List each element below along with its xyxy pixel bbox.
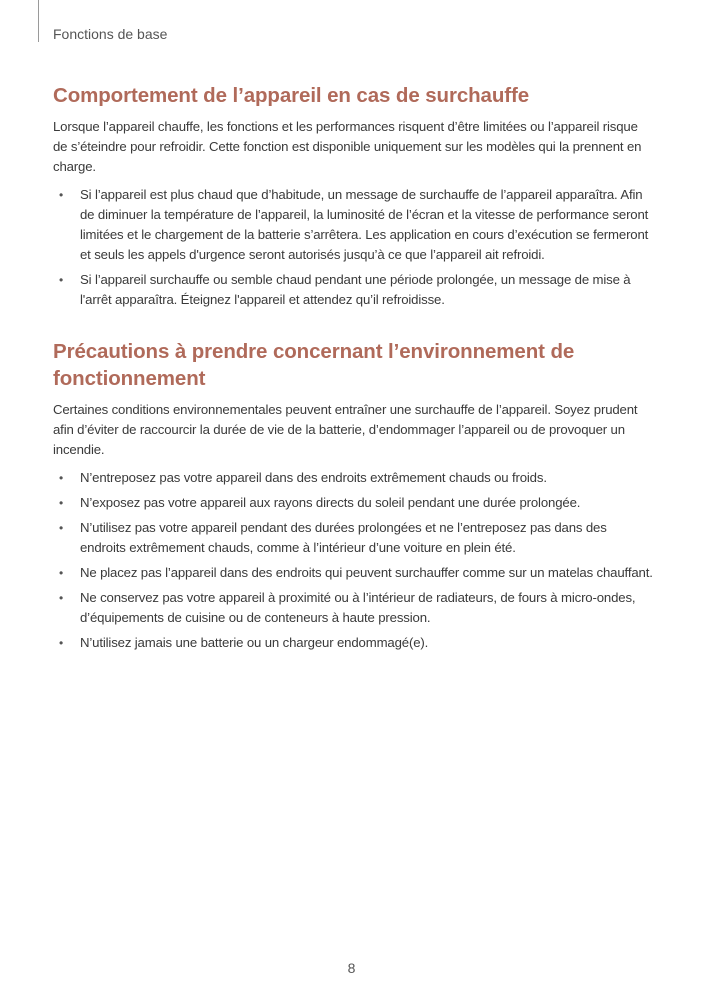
list-item xyxy=(53,270,653,310)
list-item-text: Ne conservez pas votre appareil à proximité ou à l’intérieur de radiateurs, de fours à micro-ondes, d’équipements de cuisine ou de conteneurs à haute pression. xyxy=(80,590,636,625)
bullet-icon: • xyxy=(59,636,64,650)
bullet-icon: • xyxy=(59,188,64,202)
section-overheating-behavior xyxy=(53,82,653,310)
bullet-icon: • xyxy=(59,471,64,485)
running-header: Fonctions de base xyxy=(53,26,168,42)
bullet-icon: • xyxy=(59,566,64,580)
list-item-text: N’exposez pas votre appareil aux rayons directs du soleil pendant une durée prolongée. xyxy=(80,495,581,510)
list-item xyxy=(53,493,653,513)
page-content xyxy=(53,82,653,658)
bullet-list xyxy=(53,468,653,653)
list-item xyxy=(53,185,653,265)
section-title: Précautions à prendre concernant l’environnement de fonctionnement xyxy=(53,340,575,390)
section-environment-precautions xyxy=(53,338,653,653)
bullet-icon: • xyxy=(59,521,64,535)
list-item-text: N’entreposez pas votre appareil dans des endroits extrêmement chauds ou froids. xyxy=(80,470,547,485)
list-item xyxy=(53,518,653,558)
bullet-list xyxy=(53,185,653,310)
section-intro: Certaines conditions environnementales peuvent entraîner une surchauffe de l’appareil. Soyez prudent afin d’éviter de raccourcir la durée de vie de la batterie, d’endommager l’appareil ou de provoquer un incendie. xyxy=(53,402,638,457)
bullet-icon: • xyxy=(59,496,64,510)
list-item xyxy=(53,633,653,653)
section-title: Comportement de l’appareil en cas de surchauffe xyxy=(53,84,530,107)
list-item xyxy=(53,563,653,583)
list-item-text: N’utilisez jamais une batterie ou un chargeur endommagé(e). xyxy=(80,635,429,650)
list-item-text: N’utilisez pas votre appareil pendant des durées prolongées et ne l’entreposez pas dans des endroits extrêmement chauds, comme à l’intérieur d’une voiture en plein été. xyxy=(80,520,607,555)
list-item-text: Si l’appareil surchauffe ou semble chaud pendant une période prolongée, un message de mise à l'arrêt apparaîtra. Éteignez l'appareil et attendez qu’il refroidisse. xyxy=(80,272,631,307)
bullet-icon: • xyxy=(59,273,64,287)
list-item-text: Ne placez pas l’appareil dans des endroits qui peuvent surchauffer comme sur un matelas chauffant. xyxy=(80,565,653,580)
bullet-icon: • xyxy=(59,591,64,605)
list-item xyxy=(53,588,653,628)
list-item-text: Si l’appareil est plus chaud que d’habitude, un message de surchauffe de l’appareil apparaîtra. Afin de diminuer la température de l’appareil, la luminosité de l’écran et la vitesse de performance seront limitées et le chargement de la batterie s’arrêtera. Les application en cours d’exécution se fermeront et seuls les appels d'urgence seront autorisés jusqu’à ce que l’appareil ait refroidi. xyxy=(80,187,649,262)
header-rule xyxy=(38,0,39,42)
list-item xyxy=(53,468,653,488)
section-intro: Lorsque l’appareil chauffe, les fonctions et les performances risquent d’être limitées ou l’appareil risque de s’éteindre pour refroidir. Cette fonction est disponible uniquement sur les modèles qui la prennent en charge. xyxy=(53,119,642,174)
page-number: 8 xyxy=(347,960,356,976)
